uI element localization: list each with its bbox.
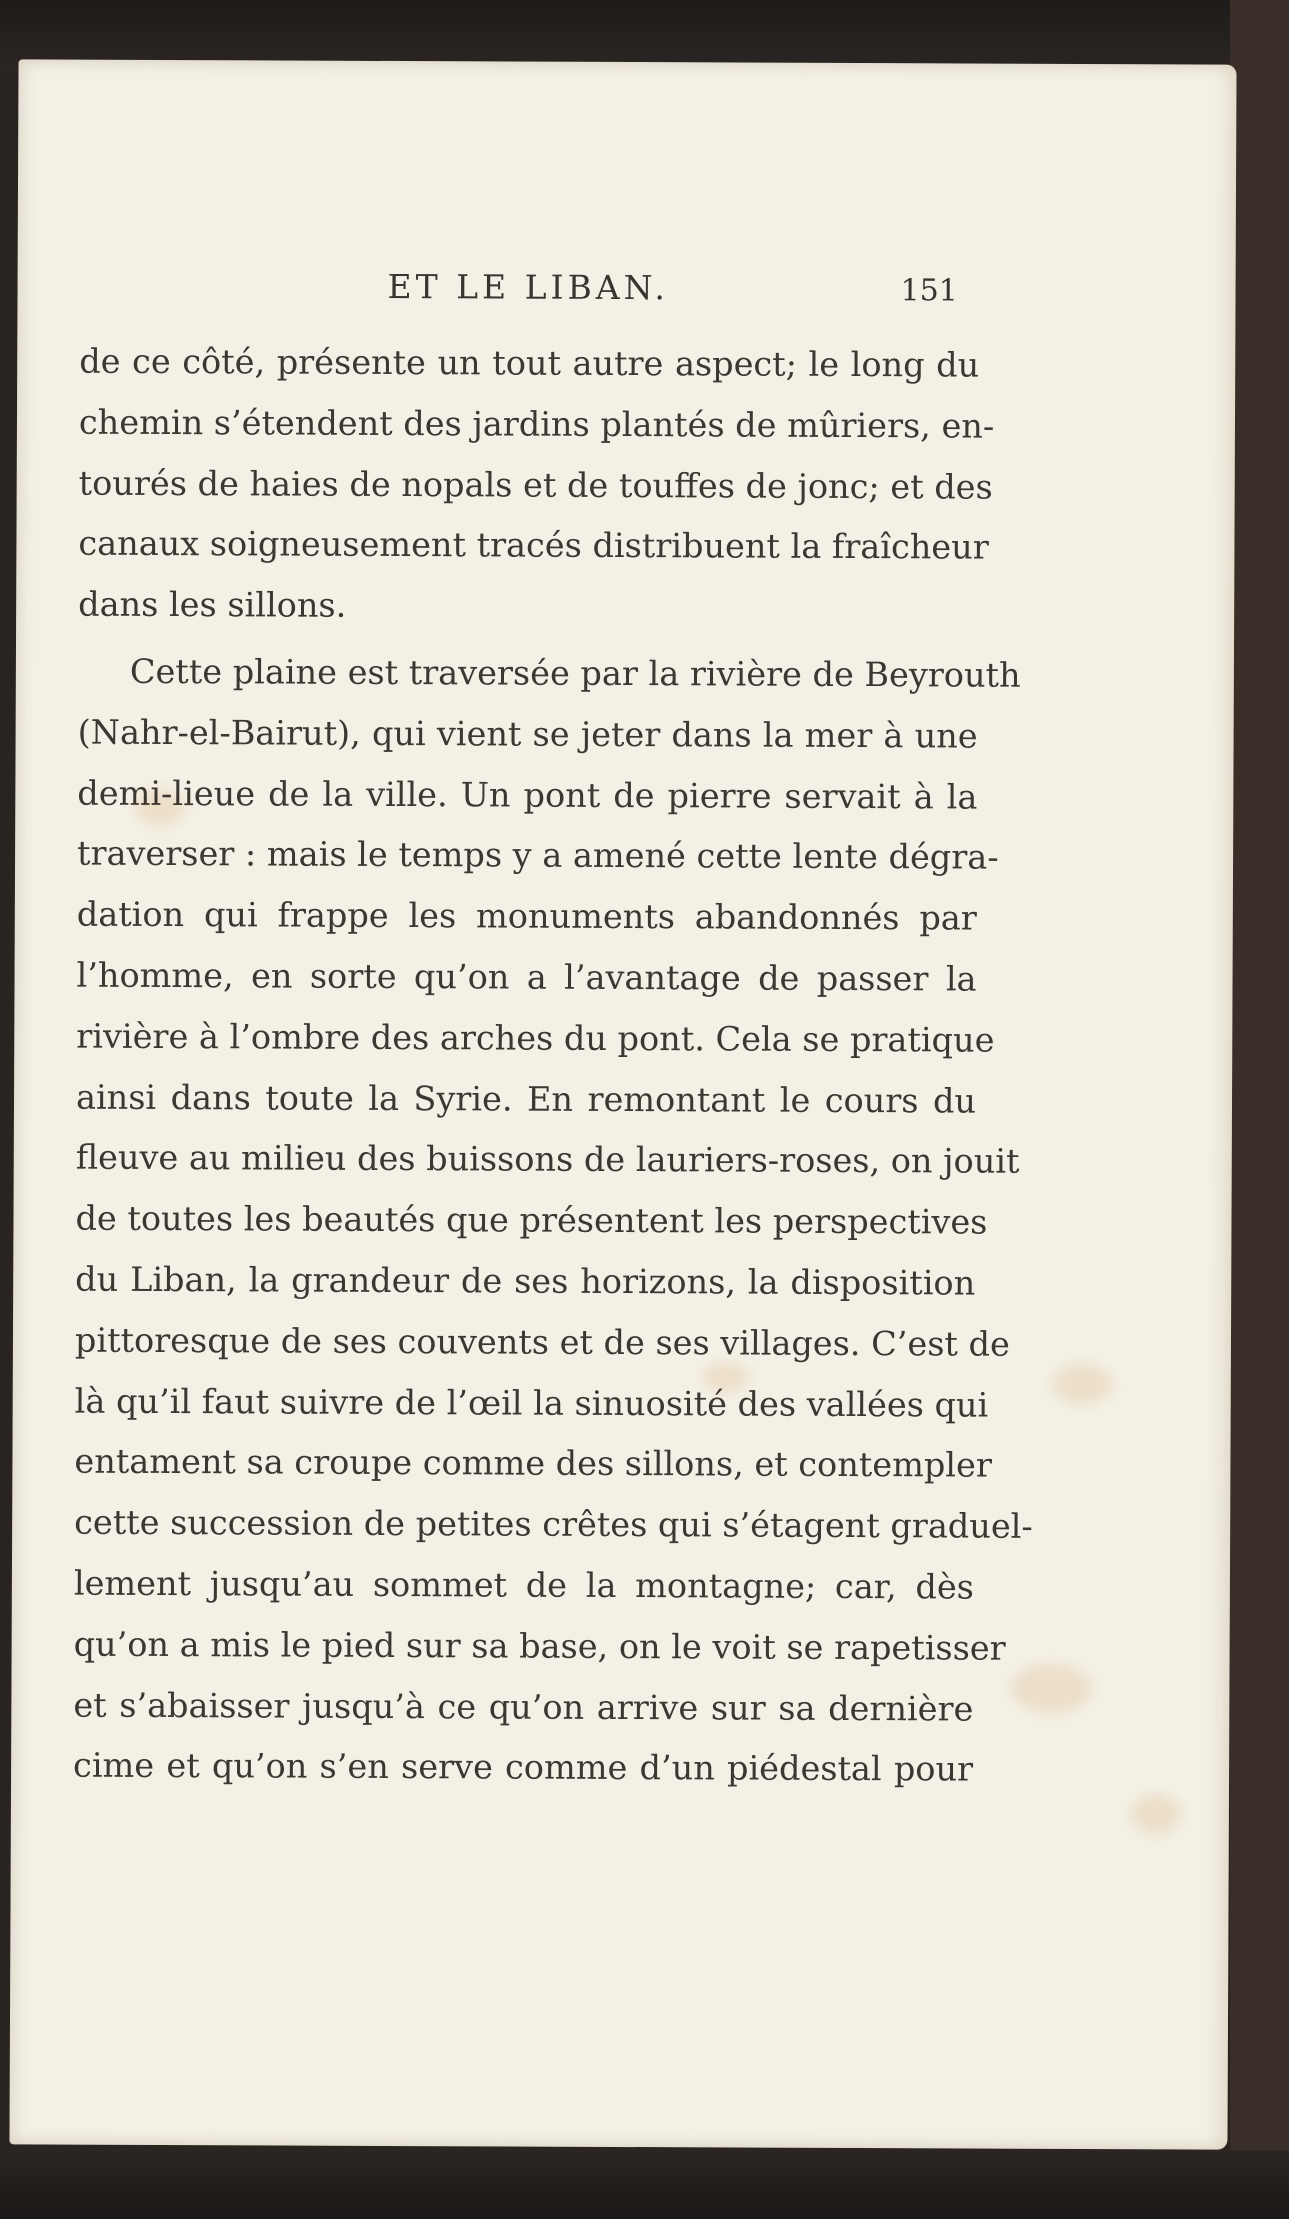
text-line: lement jusqu’au sommet de la montagne; car, dès (73, 1563, 974, 1607)
running-head-title: ET LE LIBAN. (387, 266, 670, 308)
text-line: ainsi dans toute la Syrie. En remontant le cours du (75, 1077, 977, 1121)
body-text (73, 332, 1033, 1801)
scan-background-right (1230, 0, 1289, 2219)
text-line: cette succession de petites crêtes qui s’étagent graduel- (74, 1502, 1033, 1546)
text-line: l’homme, en sorte qu’on a l’avantage de passer la (76, 955, 977, 999)
text-line: fleuve au milieu des buissons de lauriers-roses, on jouit (75, 1137, 1020, 1182)
text-line: cime et qu’on s’en serve comme d’un piédestal pour (73, 1745, 974, 1789)
text-line: Cette plaine est traversée par la rivière de Beyrouth (129, 651, 1021, 695)
foxing-stain (1131, 1794, 1181, 1834)
text-line: du Liban, la grandeur de ses horizons, la disposition (75, 1259, 976, 1303)
text-line: demi-lieue de la ville. Un pont de pierre servait à la (77, 773, 978, 817)
page-number: 151 (900, 273, 958, 309)
foxing-stain (1053, 1364, 1113, 1404)
foxing-stain (1011, 1664, 1091, 1714)
text-line: pittoresque de ses couvents et de ses villages. C’est de (74, 1320, 1010, 1364)
text-line: de ce côté, présente un tout autre aspect; le long du (79, 341, 980, 385)
text-line: entament sa croupe comme des sillons, et contempler (74, 1441, 992, 1485)
text-line: chemin s’étendent des jardins plantés de mûriers, en- (78, 402, 995, 446)
book-page (9, 59, 1236, 2149)
text-line: canaux soigneusement tracés distribuent la fraîcheur (78, 524, 989, 567)
text-line: rivière à l’ombre des arches du pont. Cela se pratique (76, 1016, 995, 1060)
running-head (17, 265, 1077, 330)
text-line: de toutes les beautés que présentent les perspectives (75, 1198, 988, 1242)
text-line: qu’on a mis le pied sur sa base, on le voit se rapetisser (73, 1624, 1006, 1668)
text-line: (Nahr-el-Bairut), qui vient se jeter dans la mer à une (77, 712, 978, 756)
text-line: dation qui frappe les monuments abandonnés par (76, 894, 977, 938)
text-line: traverser : mais le temps y a amené cette lente dégra- (77, 833, 999, 878)
scan-background-bottom (0, 2150, 1289, 2219)
text-line: et s’abaisser jusqu’à ce qu’on arrive sur sa dernière (73, 1685, 974, 1729)
text-line: dans les sillons. (78, 584, 347, 625)
text-line: tourés de haies de nopals et de touffes de jonc; et des (78, 463, 993, 507)
text-line: là qu’il faut suivre de l’œil la sinuosité des vallées qui (74, 1381, 989, 1425)
